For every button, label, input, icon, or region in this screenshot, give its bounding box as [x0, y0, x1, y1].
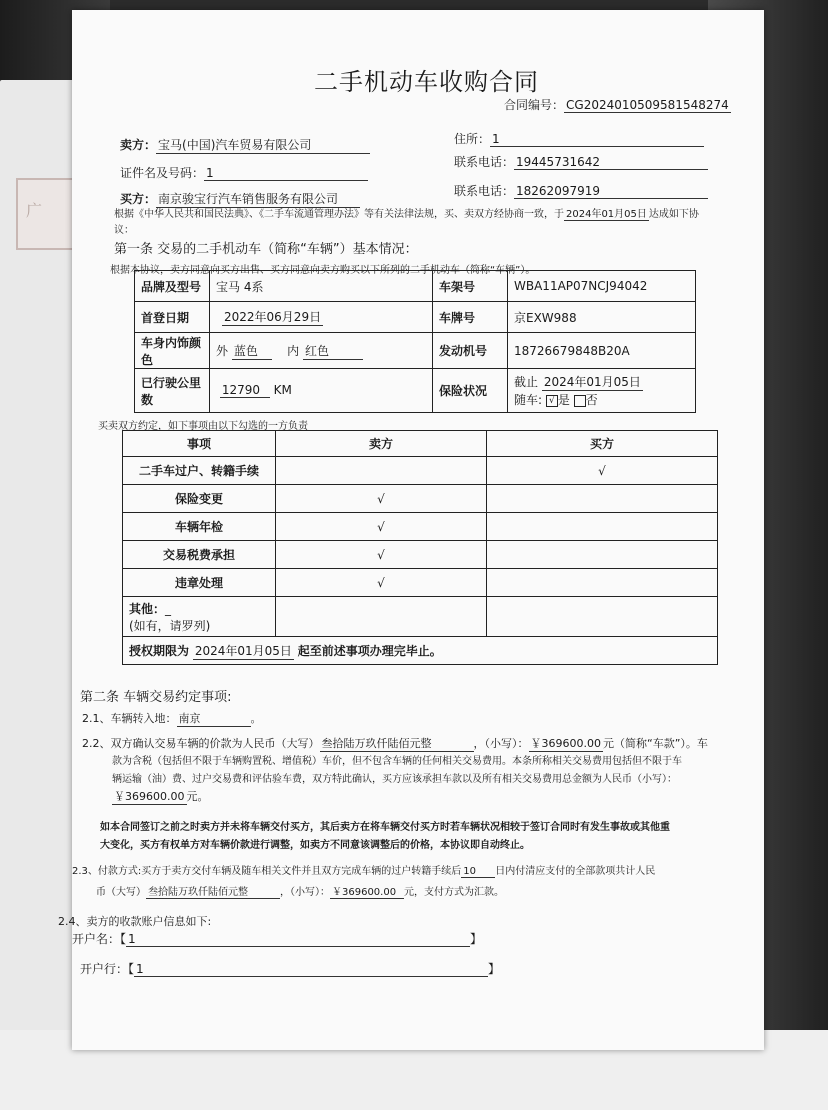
- other-seller-cell: [276, 597, 487, 637]
- buyer-phone-row: 联系电话： 18262097919: [454, 182, 708, 199]
- violations-seller-check: √: [276, 569, 487, 597]
- item-other: 其他：_ (如有，请罗列): [123, 597, 276, 637]
- account-bank-row: 开户行：【 1 】: [80, 962, 501, 976]
- seller-row: 卖方： 宝马(中国)汽车贸易有限公司: [120, 136, 370, 154]
- article2-title: 第二条 车辆交易约定事项:: [80, 690, 232, 705]
- contract-number: 合同编号： CG2024010509581548274: [504, 98, 729, 112]
- clause-2-4: 2.4、卖方的收款账户信息如下:: [58, 915, 212, 928]
- header-item: 事项: [123, 431, 276, 457]
- clause-2-2-bold-line1: 如本合同签订之前之时卖方并未将车辆交付买方，其后卖方在将车辆交付买方时若车辆状况相较于签订合同时有发生事故或其他重: [100, 822, 670, 833]
- table-row: [123, 485, 718, 513]
- responsibility-intro: 买卖双方约定，如下事项由以下勾选的一方负责: [98, 421, 308, 432]
- clause-2-3-line1: 2.3、付款方式:买方于卖方交付车辆及随车相关文件并且双方完成车辆的过户转籍手续后 10 日内付清应支付的全部款项共计人民: [72, 866, 656, 877]
- insurance-value: 截止 2024年01月05日 随车: √ 是 否: [508, 369, 696, 413]
- table-row: [123, 457, 718, 485]
- address-row: 住所： 1: [454, 130, 704, 147]
- clause-2-2-line3: 辆运输（油）费、过户交易费和评估验车费，双方特此确认，买方应该承担车款以及所有相关交易费用总金额为人民币（小写）：: [112, 774, 677, 785]
- taxes-seller-check: √: [276, 541, 487, 569]
- no-checkbox[interactable]: [574, 395, 586, 407]
- contract-page: [58, 10, 764, 1050]
- vehicle-info-table: [134, 270, 696, 413]
- inspection-buyer-check: [487, 513, 718, 541]
- insurance-buyer-check: [487, 485, 718, 513]
- header-seller: 卖方: [276, 431, 487, 457]
- contract-title: 二手机动车收购合同: [314, 68, 539, 96]
- buyer-row: 买方： 南京骏宝行汽车销售服务有限公司: [120, 190, 360, 208]
- mileage-label: 已行驶公里数: [135, 369, 210, 413]
- vin-value: WBA11AP07NCJ94042: [508, 271, 696, 302]
- table-row: [135, 271, 696, 302]
- brand-value: 宝马 4系: [210, 271, 433, 302]
- table-row: [135, 333, 696, 369]
- other-buyer-cell: [487, 597, 718, 637]
- table-row: [123, 431, 718, 457]
- plate-label: 车牌号: [433, 302, 508, 333]
- color-label: 车身内饰颜色: [135, 333, 210, 369]
- table-row: [123, 541, 718, 569]
- transfer-buyer-check: √: [487, 457, 718, 485]
- item-insurance: 保险变更: [123, 485, 276, 513]
- insurance-label: 保险状况: [433, 369, 508, 413]
- clause-2-3-line2: 币（大写） 叁拾陆万玖仟陆佰元整 ，（小写）： ￥369600.00 元，支付方式为汇款。: [96, 883, 504, 899]
- background-stamp: 广: [16, 178, 76, 250]
- table-row: [135, 302, 696, 333]
- basis-line: 根据《中华人民共和国民法典》、《二手车流通管理办法》等有关法律法规，买、卖双方经协商一致，于 2024年01月05日 达成如下协: [114, 205, 699, 221]
- reg-date-value: 2022年06月29日: [210, 302, 433, 333]
- table-row: [123, 637, 718, 665]
- insurance-seller-check: √: [276, 485, 487, 513]
- table-row: [123, 569, 718, 597]
- article1-intro: 根据本协议，卖方同意向买方出售、买方同意向卖方购买以下所列的二手机动车（简称“车辆”）。: [110, 265, 536, 276]
- yes-checkbox[interactable]: √: [546, 395, 558, 407]
- table-row: [123, 513, 718, 541]
- engine-value: 18726679848B20A: [508, 333, 696, 369]
- reg-date-label: 首登日期: [135, 302, 210, 333]
- mileage-value: 12790 KM: [210, 369, 433, 413]
- clause-2-2-bold-line2: 大变化，买方有权单方对车辆价款进行调整，如卖方不同意该调整后的价格，本协议即自动终止。: [100, 840, 530, 851]
- inspection-seller-check: √: [276, 513, 487, 541]
- table-row: [135, 369, 696, 413]
- authorization-period: 授权期限为 2024年01月05日 起至前述事项办理完毕止。: [123, 637, 718, 665]
- clause-2-2-line1: 2.2、双方确认交易车辆的价款为人民币（大写） 叁拾陆万玖仟陆佰元整 ，（小写）： ￥369600.00 元（简称“车款”）。车: [82, 737, 708, 750]
- clause-2-2-line4: ￥369600.00 元。: [114, 790, 209, 803]
- article1-title: 第一条 交易的二手机动车（简称“车辆”）基本情况：: [114, 242, 418, 257]
- clause-2-2-line2: 款为含税（包括但不限于车辆购置税、增值税）车价，但不包含车辆的任何相关交易费用。本条所称相关交易费用包括但不限于车: [112, 756, 682, 767]
- header-buyer: 买方: [487, 431, 718, 457]
- violations-buyer-check: [487, 569, 718, 597]
- id-row: 证件名及号码： 1: [120, 164, 368, 181]
- clause-2-1: 2.1、车辆转入地： 南京 。: [82, 712, 262, 725]
- item-transfer: 二手车过户、转籍手续: [123, 457, 276, 485]
- item-taxes: 交易税费承担: [123, 541, 276, 569]
- transfer-seller-check: [276, 457, 487, 485]
- basis-line-2: 议：: [114, 225, 134, 236]
- brand-label: 品牌及型号: [135, 271, 210, 302]
- plate-value: 京EXW988: [508, 302, 696, 333]
- color-value: 外 蓝色 内 红色: [210, 333, 433, 369]
- item-inspection: 车辆年检: [123, 513, 276, 541]
- vin-label: 车架号: [433, 271, 508, 302]
- table-row: [123, 597, 718, 637]
- taxes-buyer-check: [487, 541, 718, 569]
- item-violations: 违章处理: [123, 569, 276, 597]
- engine-label: 发动机号: [433, 333, 508, 369]
- account-name-row: 开户名：【 1 】: [72, 932, 483, 946]
- seller-phone-row: 联系电话： 19445731642: [454, 153, 708, 170]
- responsibility-table: [122, 430, 718, 665]
